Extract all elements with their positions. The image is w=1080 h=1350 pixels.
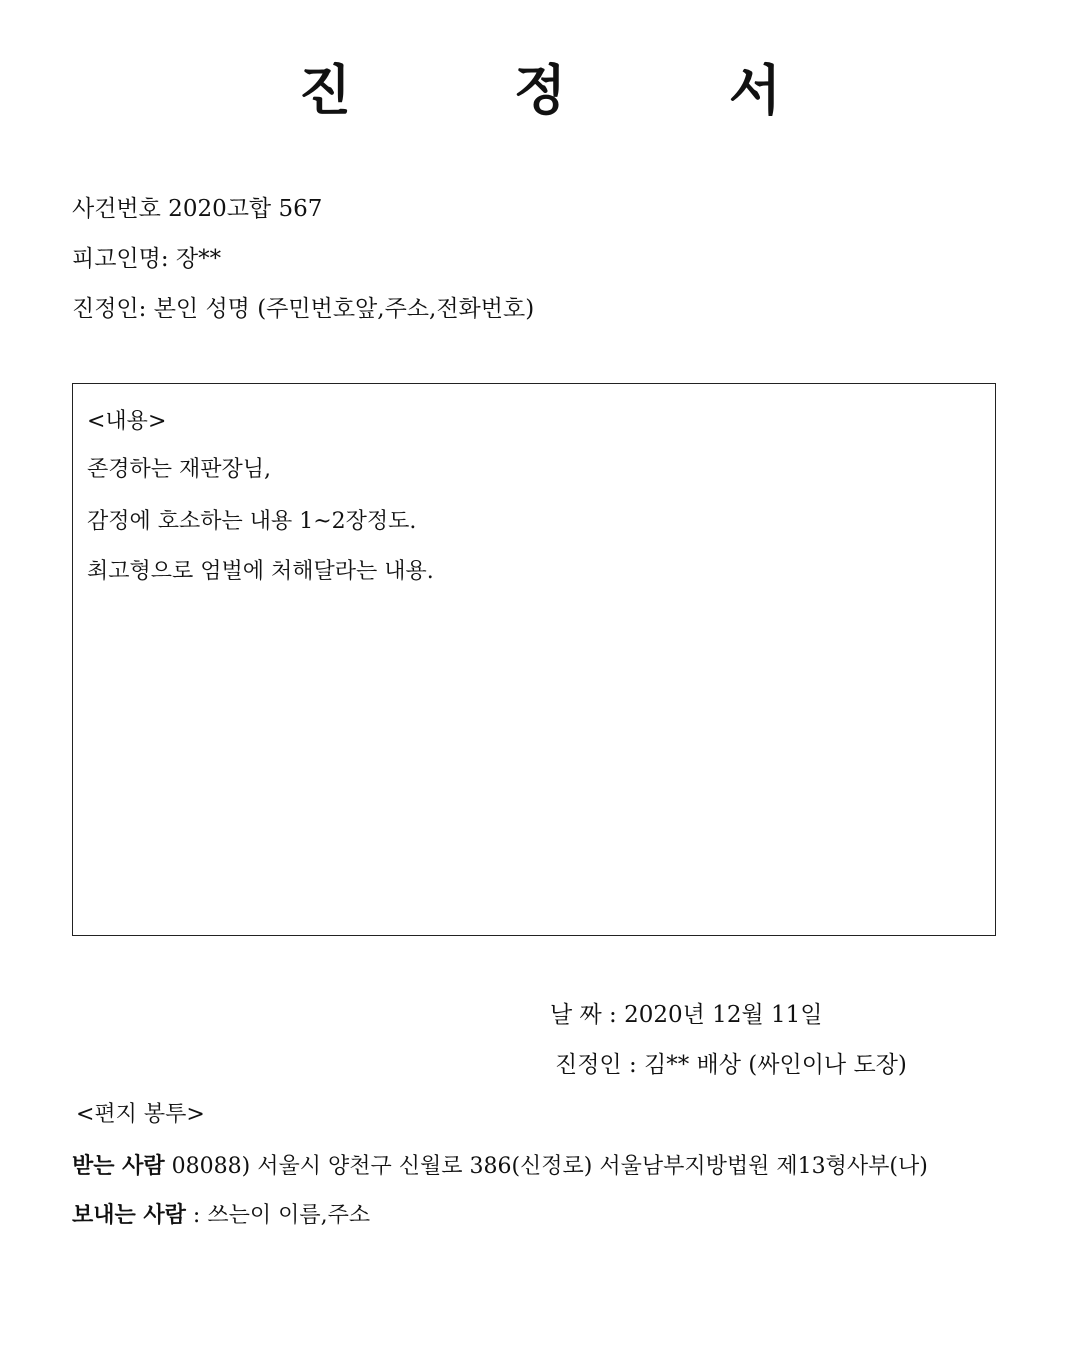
sender-info: : 쓰는이 이름,주소 — [185, 1203, 371, 1228]
recipient-label: 받는 사람 — [72, 1154, 165, 1179]
defendant-name: 피고인명: 장** — [72, 246, 222, 272]
content-line: 최고형으로 엄벌에 처해달라는 내용. — [87, 559, 434, 584]
document-title: 진 정 서 — [298, 58, 854, 122]
content-line: 감정에 호소하는 내용 1~2장정도. — [87, 509, 417, 534]
case-number: 사건번호 2020고합 567 — [72, 196, 323, 222]
envelope-sender — [72, 1198, 370, 1229]
sender-label: 보내는 사람 — [72, 1203, 186, 1228]
petitioner-info: 진정인: 본인 성명 (주민번호앞,주소,전화번호) — [72, 296, 535, 322]
envelope-heading: <편지 봉투> — [76, 1102, 205, 1127]
envelope-recipient — [72, 1149, 928, 1180]
content-box — [72, 383, 996, 936]
content-line: 존경하는 재판장님, — [87, 457, 272, 482]
recipient-address: 08088) 서울시 양천구 신월로 386(신정로) 서울남부지방법원 제13형사부(나) — [164, 1154, 928, 1179]
petitioner-signature-line: 진정인 : 김** 배상 (싸인이나 도장) — [555, 1052, 907, 1078]
content-heading: <내용> — [87, 409, 167, 434]
date-line: 날 짜 : 2020년 12월 11일 — [550, 1002, 823, 1028]
